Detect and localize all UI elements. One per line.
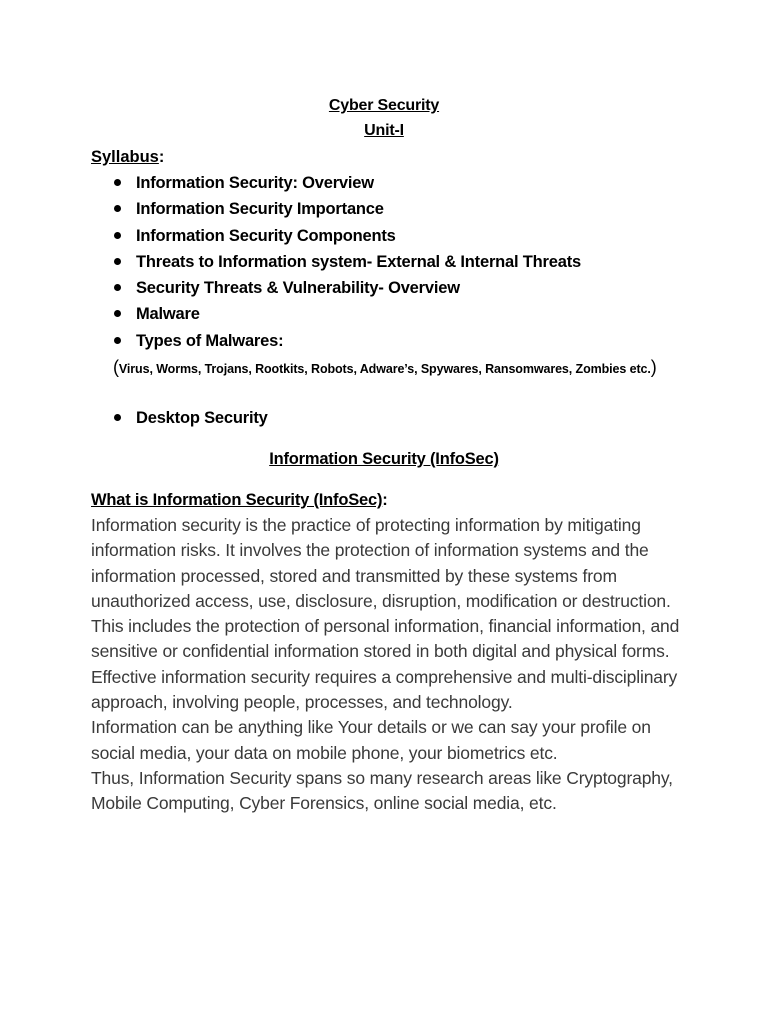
paragraph: Information can be anything like Your details or we can say your profile on social media, your data on mobile phone, your biometrics etc. [91, 717, 651, 763]
bullet-icon [114, 258, 121, 265]
document-title: Cyber Security [328, 97, 440, 114]
malware-types-text: Virus, Worms, Trojans, Rootkits, Robots, Adware’s, Spywares, Ransomwares, Zombies etc. [118, 362, 651, 376]
syllabus-colon: : [158, 148, 165, 166]
question-heading [91, 489, 388, 511]
syllabus-list-continued [110, 407, 268, 429]
malware-types-note [113, 355, 683, 382]
question-heading-text: What is Information Security (InfoSec) [91, 491, 383, 509]
section-heading [0, 448, 768, 470]
syllabus-item [110, 225, 750, 251]
bullet-icon [114, 205, 121, 212]
open-paren: ( [113, 357, 119, 377]
question-colon: : [382, 491, 388, 509]
syllabus-item [110, 303, 750, 329]
syllabus-item [110, 277, 750, 303]
bullet-icon [114, 232, 121, 239]
syllabus-item-label: Security Threats & Vulnerability- Overview [136, 279, 460, 298]
paragraph: Thus, Information Security spans so many research areas like Cryptography, Mobile Computing, Cyber Forensics, online social media, etc. [91, 767, 673, 814]
syllabus-item-label: Desktop Security [136, 409, 268, 427]
syllabus-item-label: Information Security: Overview [136, 174, 374, 192]
syllabus-item [110, 251, 750, 277]
bullet-icon [114, 310, 121, 317]
syllabus-item-label: Information Security Components [136, 226, 396, 245]
syllabus-item [110, 330, 750, 356]
document-unit: Unit-I [364, 122, 404, 139]
bullet-icon [114, 179, 121, 186]
paragraph: Information security is the practice of protecting information by mitigating information risks. It involves the protection of information systems and the information processed, stored and transmitted by these systems from unauthorized access, use, disclosure, disruption, modification or destruction. [91, 515, 671, 611]
paragraph: This includes the protection of personal information, financial information, and sensitive or confidential information stored in both digital and physical forms. Effective information security requires a comprehensive and multi-disciplinary approach, involving people, processes, and technology. [91, 616, 680, 713]
syllabus-list [110, 172, 750, 356]
syllabus-heading [91, 146, 164, 168]
syllabus-item-label: Information Security Importance [136, 200, 384, 219]
bullet-icon [114, 337, 121, 344]
syllabus-item-label: Types of Malwares: [136, 331, 284, 350]
syllabus-item-label: Malware [136, 305, 200, 324]
bullet-icon [114, 414, 121, 421]
bullet-icon [114, 284, 121, 291]
close-paren: ) [650, 357, 657, 377]
syllabus-item [110, 198, 750, 224]
syllabus-item-label: Threats to Information system- External & Internal Threats [136, 252, 582, 271]
section-heading-text: Information Security (InfoSec) [269, 450, 499, 468]
body-text [91, 513, 691, 817]
syllabus-label: Syllabus [91, 148, 159, 166]
syllabus-item [110, 407, 268, 429]
syllabus-item [110, 172, 750, 198]
